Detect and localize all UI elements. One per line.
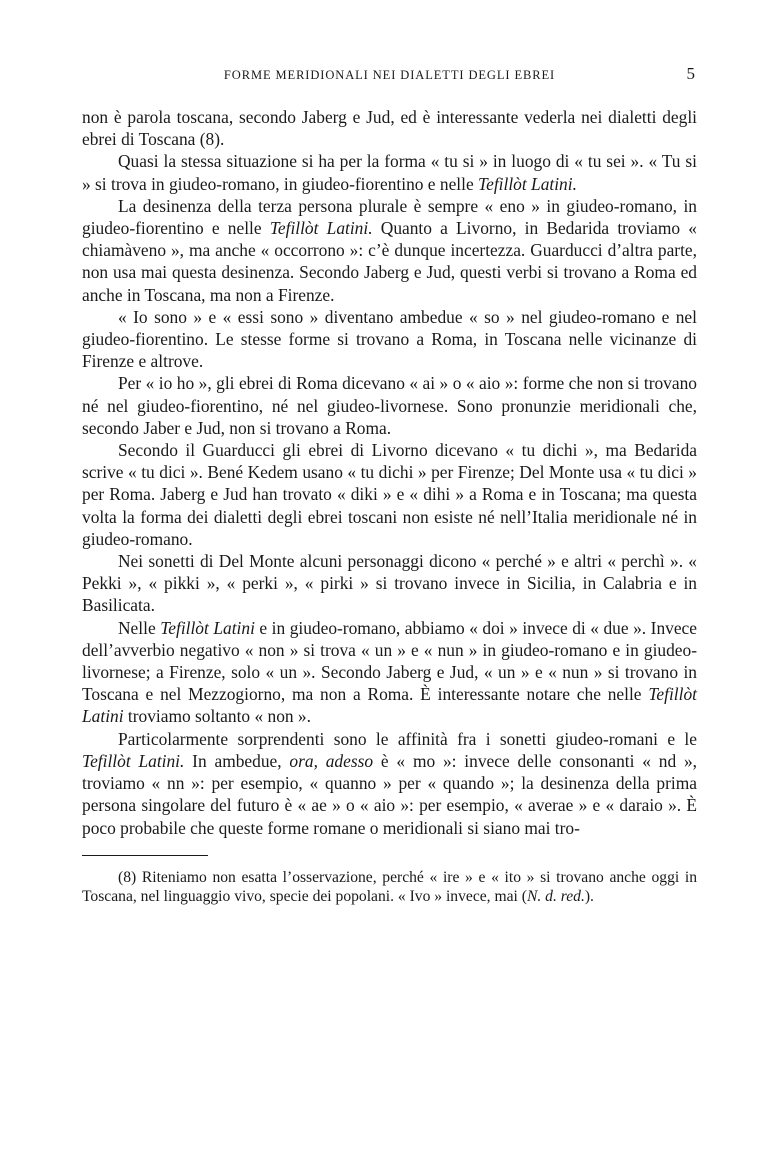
italic-text: Tefillòt Latini [160, 617, 255, 638]
text-run: La desinenza della terza persona plurale è sempre « eno » in giudeo-romano, in giudeo-fiorentino e nelle [82, 195, 697, 239]
paragraph [82, 728, 697, 839]
running-title: FORME MERIDIONALI NEI DIALETTI DEGLI EBREI [223, 68, 556, 82]
text-run: Particolarmente sorprendenti sono le affinità fra i sonetti giudeo-romani e le [118, 728, 697, 749]
running-header [82, 58, 697, 88]
italic-text: Tefillòt Latini [82, 684, 697, 727]
paragraph [82, 106, 697, 150]
italic-text: Tefillòt Latini. [478, 173, 577, 194]
paragraph [82, 306, 697, 373]
text-run: In ambedue, [184, 750, 290, 771]
text-run: Quasi la stessa situazione si ha per la forma « tu si » in luogo di « tu sei ». « Tu si » si trova in giudeo-romano, in giudeo-fiorentino e nelle [82, 151, 697, 194]
italic-text: ora, adesso [289, 750, 374, 771]
page-number: 5 [686, 64, 695, 83]
footnote-divider [82, 855, 208, 856]
text-run: (8) Riteniamo non esatta l’osservazione, perché « ire » e « ito » si trovano anche oggi in Toscana, nel linguaggio vivo, specie dei popolani. « Ivo » invece, mai ( [82, 868, 697, 906]
text-run: e in giudeo-romano, abbiamo « doi » invece di « due ». Invece dell’avverbio negativo « non » si trova « un » e « nun » in giudeo-romano e in giudeo-livornese; a Firenze, solo « un ». Secondo Jaberg e Jud, « un » e « nun » si trovano in Toscana e nel Mezzogiorno, ma non a Roma. È interessante notare che nelle [82, 617, 697, 705]
paragraph [82, 150, 697, 194]
text-run: ). [584, 888, 594, 906]
text-run: « Io sono » e « essi sono » diventano ambedue « so » nel giudeo-romano e nel giudeo-fiorentino. Le stesse forme si trovano a Roma, in Toscana nelle vicinanze di Firenze e altrove. [82, 306, 697, 372]
paragraph [82, 617, 697, 728]
text-run: Secondo il Guarducci gli ebrei di Livorno dicevano « tu dichi », ma Bedarida scrive « tu dici ». Bené Kedem usano « tu dichi » per Firenze; Del Monte usa « tu dici » per Roma. Jaberg e Jud han trovato « diki » e « dihi » a Roma e in Toscana; ma questa volta la forma dei dialetti degli ebrei toscani non esiste né nell’Italia meridionale né in giudeo-romano. [82, 440, 697, 549]
text-run: Quanto a Livorno, in Bedarida troviamo « chiamàveno », ma anche « occorrono »: c’è dunque incertezza. Guarducci d’altra parte, non usa mai questa desinenza. Secondo Jaberg e Jud, questi verbi si trovano a Roma ed anche in Toscana, ma non a Firenze. [82, 218, 697, 305]
italic-text: N. d. red. [526, 888, 585, 906]
book-page [82, 58, 697, 907]
paragraph [82, 372, 697, 439]
body-text [82, 106, 697, 839]
text-run: non è parola toscana, secondo Jaberg e Jud, ed è interessante vederla nei dialetti degli ebrei di Toscana (8). [82, 107, 697, 150]
footnote-8 [82, 868, 697, 907]
text-run: Per « io ho », gli ebrei di Roma dicevano « ai » o « aio »: forme che non si trovano né nel giudeo-fiorentino, né nel giudeo-livornese. Sono pronunzie meridionali che, secondo Jaber e Jud, non si trovano a Roma. [82, 373, 697, 438]
text-run: troviamo soltanto « non ». [123, 706, 311, 727]
italic-text: Tefillòt Latini. [269, 218, 373, 239]
text-run: Nelle [118, 617, 161, 638]
italic-text: Tefillòt Latini. [82, 750, 185, 771]
text-run: Nei sonetti di Del Monte alcuni personaggi dicono « perché » e altri « perchì ». « Pekki », « pikki », « perki », « pirki » si trovano invece in Sicilia, in Calabria e in Basilicata. [82, 551, 697, 616]
text-run: è « mo »: invece delle consonanti « nd », troviamo « nn »: per esempio, « quanno » per « quando »; la desinenza della prima persona singolare del futuro è « ae » o « aio »: per esempio, « averae » e « daraio ». È poco probabile che queste forme romane o meridionali si siano mai tro- [82, 750, 698, 838]
paragraph [82, 195, 697, 306]
paragraph [82, 550, 697, 617]
paragraph [82, 439, 697, 550]
